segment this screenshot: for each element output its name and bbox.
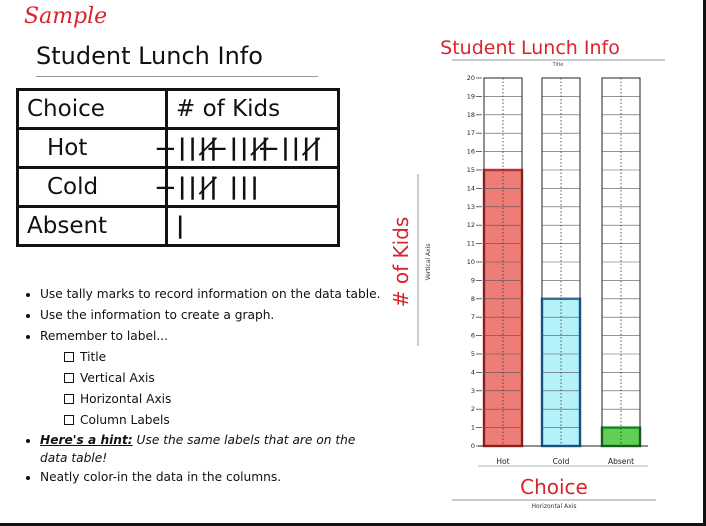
- header-kids: # of Kids: [167, 90, 339, 129]
- checkbox-icon: [64, 394, 74, 404]
- chart-title-caption: Title: [552, 62, 564, 68]
- y-tick-label: 6: [470, 331, 475, 340]
- instruction-item: [40, 326, 385, 431]
- row-tally: ̶||||̸ |||: [167, 168, 339, 207]
- checklist-text: Title: [80, 350, 107, 364]
- instruction-item: • Use tally marks to record information on the data table.: [40, 284, 385, 305]
- checklist-item: [64, 389, 385, 410]
- sample-label: Sample: [24, 4, 108, 29]
- table-row: [18, 168, 339, 207]
- hint-label: Here's a hint:: [40, 433, 133, 447]
- y-tick-label: 9: [470, 276, 475, 285]
- label-checklist: [40, 347, 385, 431]
- y-tick-label: 12: [466, 221, 475, 230]
- table-row: [18, 207, 339, 246]
- y-tick-label: 5: [470, 350, 475, 358]
- checklist-text: Vertical Axis: [80, 371, 155, 385]
- instruction-item: • Use the information to create a graph.: [40, 305, 385, 326]
- y-tick-label: 0: [470, 442, 475, 450]
- checkbox-icon: [64, 415, 74, 425]
- checkbox-icon: [64, 352, 74, 362]
- table-title: Student Lunch Info: [36, 42, 263, 70]
- table-row: [18, 129, 339, 168]
- data-table: [16, 88, 340, 247]
- instruction-item: • Neatly color-in the data in the columns.: [40, 467, 385, 488]
- y-axis-label: # of Kids: [389, 216, 413, 308]
- checklist-text: Horizontal Axis: [80, 392, 172, 406]
- row-choice: Hot: [18, 129, 167, 168]
- row-tally: |: [167, 207, 339, 246]
- x-tick-label: Cold: [552, 457, 570, 466]
- hint-text: Use the same labels that are on the data table!: [40, 433, 356, 465]
- y-tick-label: 19: [466, 92, 475, 101]
- header-choice: Choice: [18, 90, 167, 129]
- chart-title: Student Lunch Info: [440, 37, 620, 59]
- y-tick-label: 3: [470, 386, 475, 395]
- y-tick-label: 20: [466, 74, 475, 82]
- checklist-text: Column Labels: [80, 413, 170, 427]
- y-tick-label: 15: [466, 166, 475, 174]
- checkbox-icon: [64, 373, 74, 383]
- y-tick-label: 1: [470, 423, 475, 432]
- instruction-item: [40, 431, 385, 467]
- table-header-row: [18, 90, 339, 129]
- y-tick-label: 17: [466, 129, 475, 138]
- y-tick-label: 16: [466, 147, 475, 156]
- title-underline: [36, 76, 318, 77]
- y-tick-label: 11: [466, 239, 475, 248]
- y-tick-label: 4: [470, 368, 475, 377]
- x-tick-label: Hot: [496, 457, 510, 466]
- y-tick-label: 18: [466, 110, 475, 119]
- y-tick-label: 8: [470, 294, 475, 303]
- y-tick-label: 7: [470, 313, 475, 322]
- checklist-item: [64, 347, 385, 368]
- instruction-text: Remember to label...: [40, 329, 168, 343]
- instructions-list: [18, 284, 385, 488]
- x-axis-caption: Horizontal Axis: [531, 503, 577, 510]
- y-axis-caption: Vertical Axis: [425, 243, 432, 281]
- checklist-item: [64, 410, 385, 431]
- row-choice: Cold: [18, 168, 167, 207]
- y-tick-label: 13: [466, 202, 475, 211]
- row-choice: Absent: [18, 207, 167, 246]
- y-tick-label: 14: [466, 184, 475, 193]
- y-tick-label: 10: [466, 258, 475, 266]
- row-tally: ̶||||̸ ̶||||̸ ̶||||̸: [167, 129, 339, 168]
- x-axis-label: Choice: [520, 475, 588, 499]
- y-tick-label: 2: [470, 405, 475, 414]
- bar-chart: [380, 26, 680, 518]
- checklist-item: [64, 368, 385, 389]
- x-tick-label: Absent: [607, 457, 635, 466]
